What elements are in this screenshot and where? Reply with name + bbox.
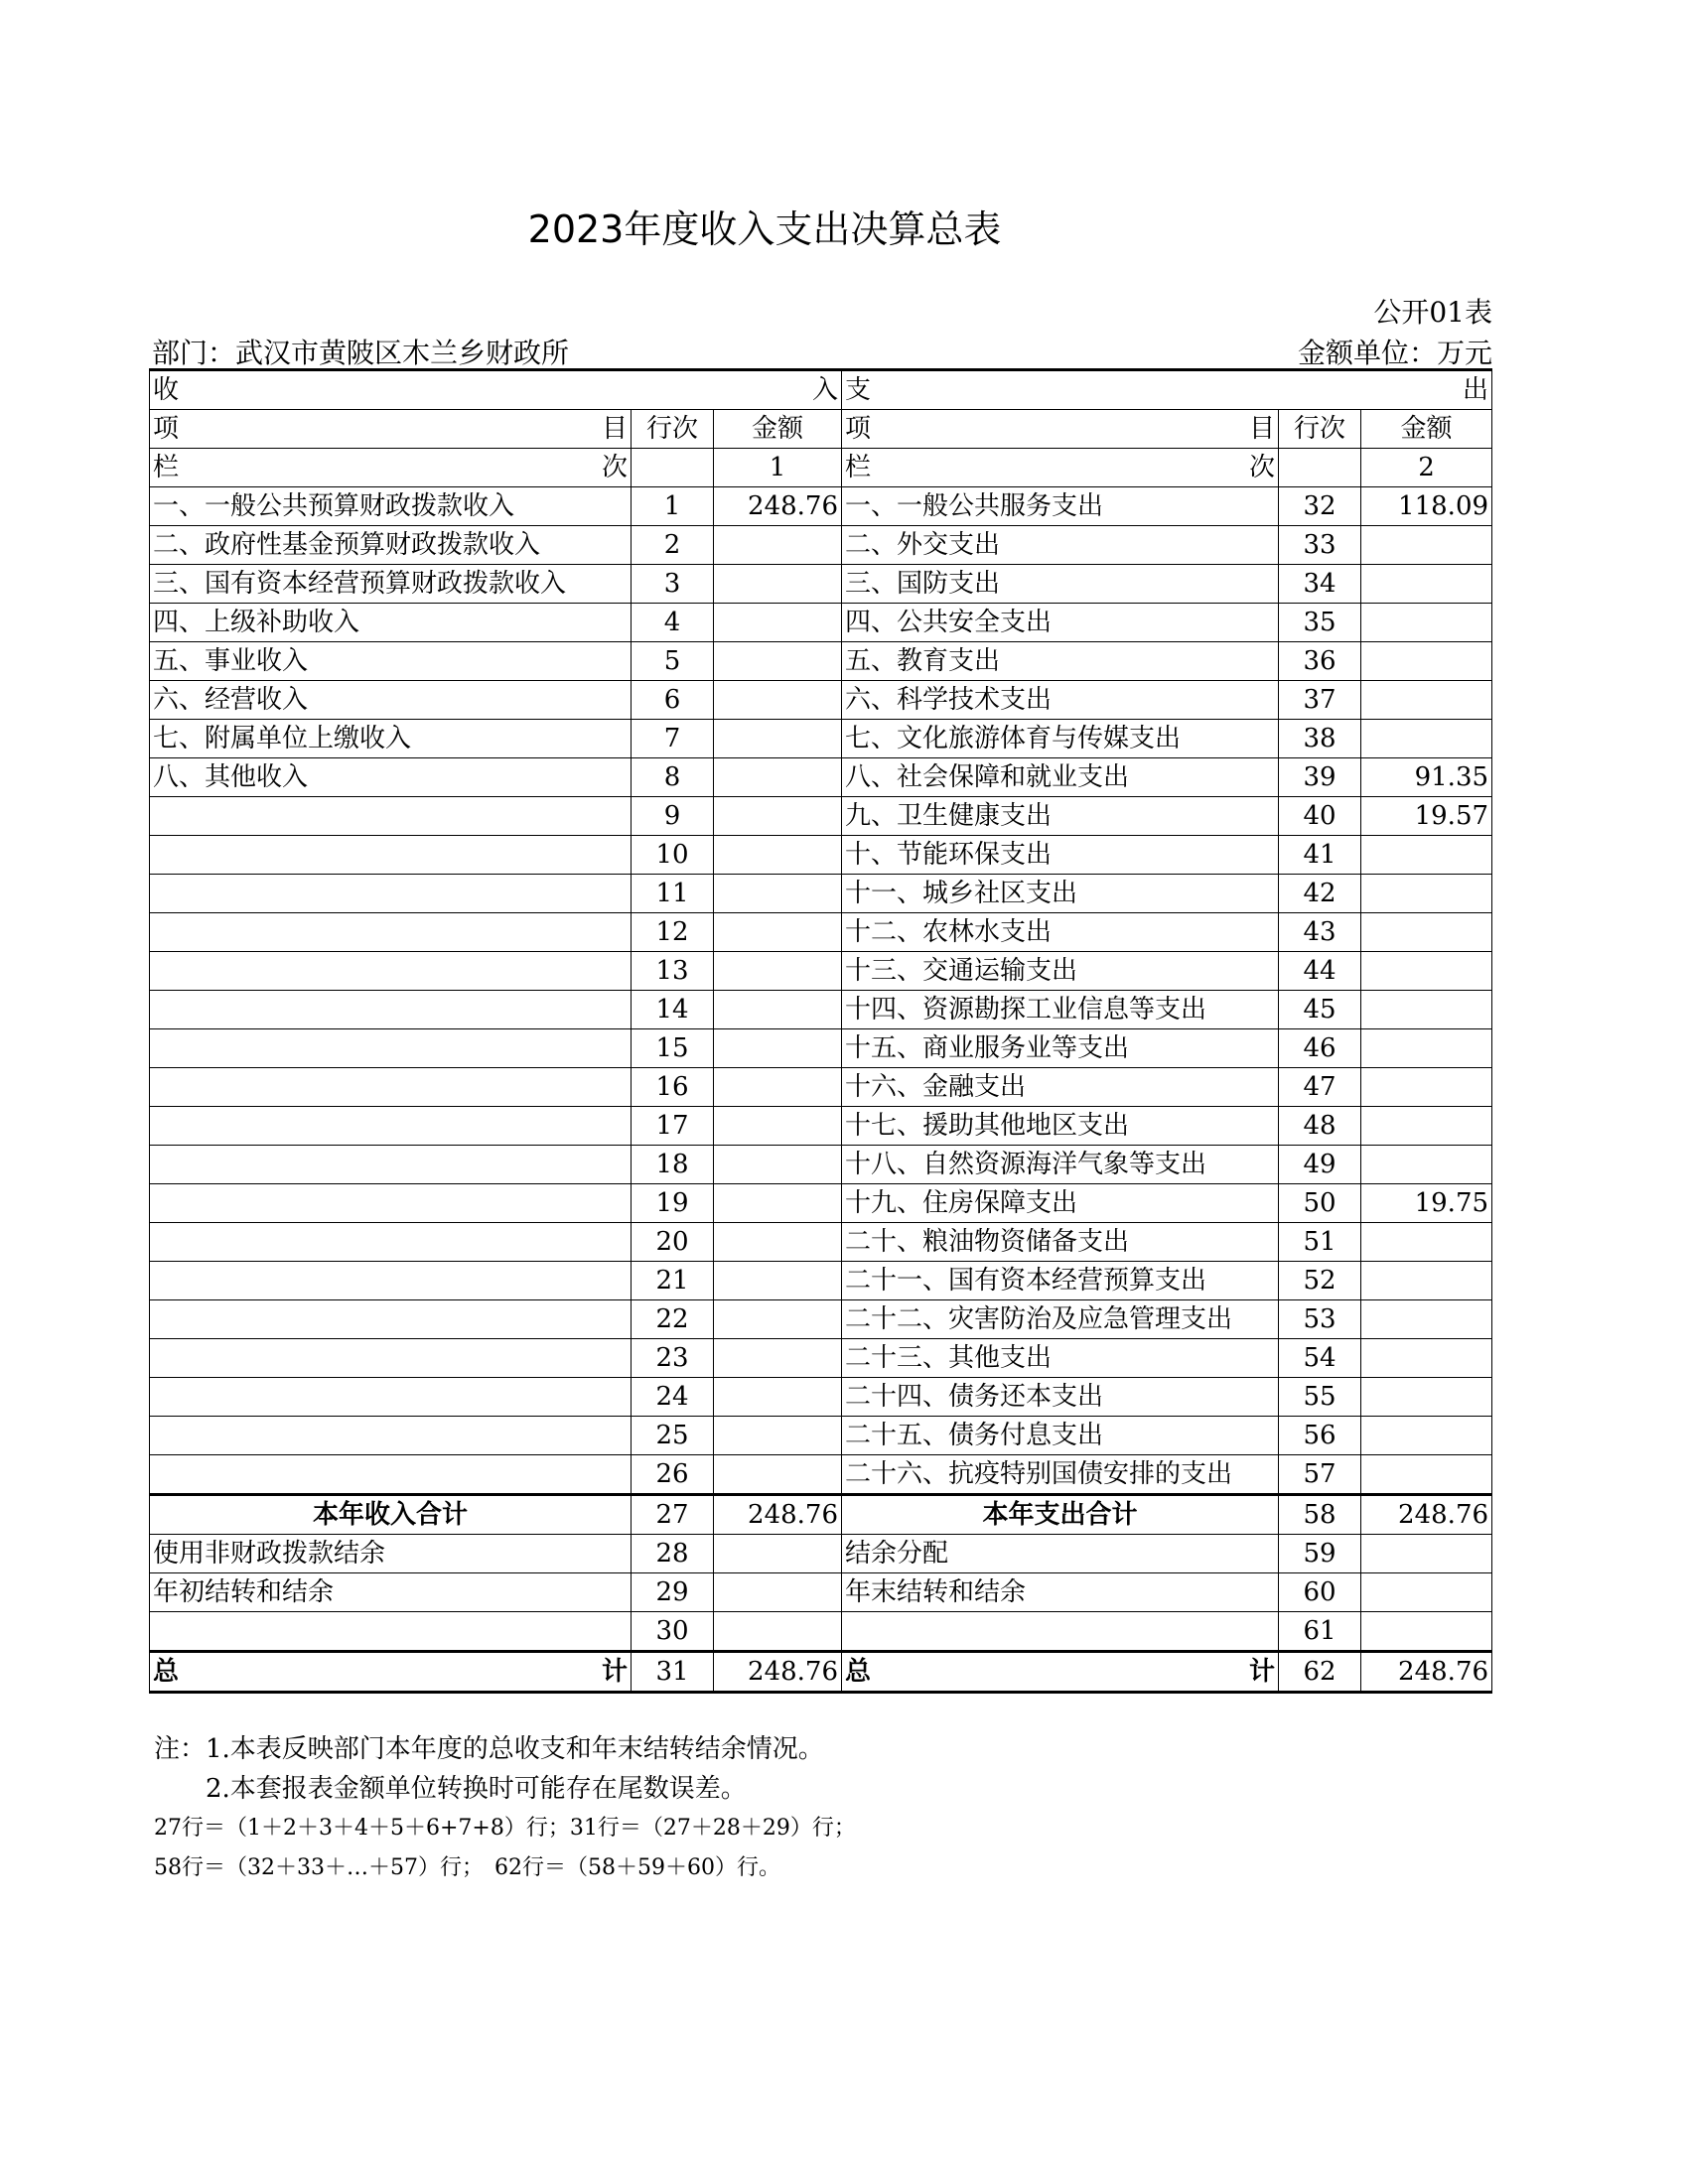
income-row-number: 5: [632, 642, 714, 681]
income-left: 收: [153, 375, 180, 405]
expense-row-number: 47: [1279, 1068, 1361, 1107]
item-left: 项: [153, 414, 180, 444]
expense-item-header: [842, 410, 1279, 449]
expense-amount: [1361, 642, 1492, 681]
expense-amount: [1361, 1378, 1492, 1417]
income-amount-header: 金额: [714, 410, 842, 449]
expense-row-number: 59: [1279, 1535, 1361, 1573]
income-row-number: 28: [632, 1535, 714, 1573]
table-row: [150, 1417, 1492, 1455]
expense-amount: [1361, 1223, 1492, 1262]
income-total-number: 31: [632, 1652, 714, 1693]
expense-amount: [1361, 913, 1492, 952]
expense-col-number: 2: [1361, 449, 1492, 487]
income-item: 八、其他收入: [150, 758, 632, 797]
income-row-number: 16: [632, 1068, 714, 1107]
table-row: [150, 1223, 1492, 1262]
income-item: [150, 913, 632, 952]
total-left: 总: [153, 1657, 180, 1687]
expense-item: 十六、金融支出: [842, 1068, 1279, 1107]
income-amount: [714, 565, 842, 604]
expense-item: 十三、交通运输支出: [842, 952, 1279, 991]
expense-amount: 118.09: [1361, 487, 1492, 526]
expense-item: 三、国防支出: [842, 565, 1279, 604]
income-item: [150, 1068, 632, 1107]
income-amount: [714, 797, 842, 836]
table-row: [150, 836, 1492, 875]
income-row-number: 8: [632, 758, 714, 797]
expense-row-number: 49: [1279, 1146, 1361, 1184]
income-amount: [714, 526, 842, 565]
income-row-number: 13: [632, 952, 714, 991]
expense-right: 出: [1463, 375, 1489, 405]
income-subtotal-label: 本年收入合计: [150, 1495, 632, 1535]
expense-row-number: 43: [1279, 913, 1361, 952]
income-row-number: 21: [632, 1262, 714, 1300]
income-item: 六、经营收入: [150, 681, 632, 720]
expense-amount: [1361, 1417, 1492, 1455]
expense-item: 十五、商业服务业等支出: [842, 1029, 1279, 1068]
income-amount: [714, 1573, 842, 1612]
income-amount: [714, 1378, 842, 1417]
formula-line-2: 58行＝（32＋33＋…＋57）行； 62行＝（58＋59＋60）行。: [154, 1855, 780, 1880]
total-row: [150, 1652, 1492, 1693]
col-left: 栏: [153, 453, 180, 482]
income-row-number: 18: [632, 1146, 714, 1184]
header-row-income-expense: [150, 370, 1492, 410]
table-row: [150, 1029, 1492, 1068]
expense-amount: [1361, 1455, 1492, 1495]
col-left: 栏: [845, 453, 872, 482]
expense-row-number: 34: [1279, 565, 1361, 604]
table-row: [150, 1573, 1492, 1612]
header-row-column: [150, 449, 1492, 487]
expense-col-empty: [1279, 449, 1361, 487]
income-row-number: 9: [632, 797, 714, 836]
expense-item: 十八、自然资源海洋气象等支出: [842, 1146, 1279, 1184]
income-item: 年初结转和结余: [150, 1573, 632, 1612]
income-row-number: 19: [632, 1184, 714, 1223]
expense-amount: [1361, 1535, 1492, 1573]
expense-amount: [1361, 1068, 1492, 1107]
income-subtotal-number: 27: [632, 1495, 714, 1535]
income-row-number: 25: [632, 1417, 714, 1455]
expense-row-number: 37: [1279, 681, 1361, 720]
income-item: [150, 1378, 632, 1417]
income-item: [150, 1146, 632, 1184]
expense-row-number: 32: [1279, 487, 1361, 526]
expense-row-number: 38: [1279, 720, 1361, 758]
item-left: 项: [845, 414, 872, 444]
income-item: 三、国有资本经营预算财政拨款收入: [150, 565, 632, 604]
income-row-number: 20: [632, 1223, 714, 1262]
expense-item: [842, 1612, 1279, 1652]
table-row: [150, 604, 1492, 642]
income-item: [150, 1029, 632, 1068]
income-amount: [714, 642, 842, 681]
expense-row-number: 53: [1279, 1300, 1361, 1339]
income-item: [150, 1455, 632, 1495]
income-total-amount: 248.76: [714, 1652, 842, 1693]
income-amount: [714, 1146, 842, 1184]
income-amount: [714, 1068, 842, 1107]
expense-amount: [1361, 604, 1492, 642]
income-item-header: [150, 410, 632, 449]
income-item: 四、上级补助收入: [150, 604, 632, 642]
income-amount: [714, 720, 842, 758]
income-row-number: 17: [632, 1107, 714, 1146]
expense-item: 九、卫生健康支出: [842, 797, 1279, 836]
expense-left: 支: [845, 375, 872, 405]
expense-row-number: 35: [1279, 604, 1361, 642]
income-amount: [714, 1417, 842, 1455]
income-item: 一、一般公共预算财政拨款收入: [150, 487, 632, 526]
income-row-number: 2: [632, 526, 714, 565]
income-item: [150, 1223, 632, 1262]
income-row-number: 12: [632, 913, 714, 952]
expense-amount-header: 金额: [1361, 410, 1492, 449]
expense-item: 六、科学技术支出: [842, 681, 1279, 720]
income-amount: [714, 1029, 842, 1068]
expense-row-number: 50: [1279, 1184, 1361, 1223]
table-row: [150, 1107, 1492, 1146]
expense-row-number: 48: [1279, 1107, 1361, 1146]
expense-amount: [1361, 1146, 1492, 1184]
income-col-empty: [632, 449, 714, 487]
income-amount: [714, 913, 842, 952]
expense-row-number: 41: [1279, 836, 1361, 875]
table-row: [150, 1300, 1492, 1339]
expense-row-number: 39: [1279, 758, 1361, 797]
expense-item: 二十五、债务付息支出: [842, 1417, 1279, 1455]
expense-row-number: 33: [1279, 526, 1361, 565]
income-item: 五、事业收入: [150, 642, 632, 681]
income-amount: [714, 1339, 842, 1378]
income-rowno-header: 行次: [632, 410, 714, 449]
income-row-number: 1: [632, 487, 714, 526]
income-col-header: [150, 449, 632, 487]
income-row-number: 15: [632, 1029, 714, 1068]
income-item: 二、政府性基金预算财政拨款收入: [150, 526, 632, 565]
income-amount: [714, 1223, 842, 1262]
income-row-number: 4: [632, 604, 714, 642]
expense-item: 二十、粮油物资储备支出: [842, 1223, 1279, 1262]
note-line-2: 2.本套报表金额单位转换时可能存在尾数误差。: [206, 1774, 747, 1804]
expense-amount: [1361, 526, 1492, 565]
expense-item: 二十二、灾害防治及应急管理支出: [842, 1300, 1279, 1339]
expense-rowno-header: 行次: [1279, 410, 1361, 449]
expense-item: 十二、农林水支出: [842, 913, 1279, 952]
table-row: [150, 565, 1492, 604]
income-row-number: 14: [632, 991, 714, 1029]
income-item: [150, 797, 632, 836]
expense-row-number: 55: [1279, 1378, 1361, 1417]
income-row-number: 30: [632, 1612, 714, 1652]
income-item: [150, 875, 632, 913]
expense-item: 二十一、国有资本经营预算支出: [842, 1262, 1279, 1300]
table-row: [150, 1378, 1492, 1417]
income-amount: [714, 1535, 842, 1573]
income-item: [150, 1417, 632, 1455]
expense-amount: [1361, 1262, 1492, 1300]
expense-amount: [1361, 1339, 1492, 1378]
income-amount: [714, 952, 842, 991]
expense-amount: [1361, 720, 1492, 758]
unit-label: 金额单位：万元: [1297, 337, 1492, 369]
expense-row-number: 57: [1279, 1455, 1361, 1495]
item-right: 目: [1249, 414, 1276, 444]
expense-item: 年末结转和结余: [842, 1573, 1279, 1612]
table-row: [150, 1146, 1492, 1184]
income-row-number: 10: [632, 836, 714, 875]
expense-total-amount: 248.76: [1361, 1652, 1492, 1693]
table-row: [150, 991, 1492, 1029]
income-row-number: 11: [632, 875, 714, 913]
expense-amount: [1361, 1612, 1492, 1652]
total-right: 计: [601, 1657, 628, 1687]
expense-item: 八、社会保障和就业支出: [842, 758, 1279, 797]
expense-total-number: 62: [1279, 1652, 1361, 1693]
total-right: 计: [1249, 1657, 1276, 1687]
expense-amount: 19.57: [1361, 797, 1492, 836]
table-row: [150, 913, 1492, 952]
expense-item: 二十三、其他支出: [842, 1339, 1279, 1378]
expense-subtotal-amount: 248.76: [1361, 1495, 1492, 1535]
table-row: [150, 1068, 1492, 1107]
expense-row-number: 45: [1279, 991, 1361, 1029]
expense-row-number: 44: [1279, 952, 1361, 991]
income-item: [150, 1184, 632, 1223]
expense-row-number: 42: [1279, 875, 1361, 913]
expense-row-number: 51: [1279, 1223, 1361, 1262]
table-row: [150, 952, 1492, 991]
expense-amount: [1361, 991, 1492, 1029]
income-col-number: 1: [714, 449, 842, 487]
income-subtotal-amount: 248.76: [714, 1495, 842, 1535]
table-row: [150, 1612, 1492, 1652]
expense-amount: [1361, 836, 1492, 875]
total-left: 总: [845, 1657, 872, 1687]
expense-amount: [1361, 1107, 1492, 1146]
income-item: [150, 1300, 632, 1339]
income-row-number: 26: [632, 1455, 714, 1495]
income-total-label: [150, 1652, 632, 1693]
subtotal-row: [150, 1495, 1492, 1535]
table-row: [150, 1535, 1492, 1573]
expense-subtotal-number: 58: [1279, 1495, 1361, 1535]
expense-amount: [1361, 1029, 1492, 1068]
expense-item: 五、教育支出: [842, 642, 1279, 681]
expense-amount: 91.35: [1361, 758, 1492, 797]
income-amount: [714, 836, 842, 875]
income-right: 入: [812, 375, 839, 405]
income-item: [150, 1262, 632, 1300]
income-item: [150, 952, 632, 991]
expense-item: 二十四、债务还本支出: [842, 1378, 1279, 1417]
income-amount: [714, 1184, 842, 1223]
note-line-1: 注：1.本表反映部门本年度的总收支和年末结转结余情况。: [154, 1734, 824, 1764]
table-row: [150, 1184, 1492, 1223]
expense-item: 二、外交支出: [842, 526, 1279, 565]
income-amount: [714, 758, 842, 797]
notes: [154, 1729, 856, 1888]
expense-row-number: 52: [1279, 1262, 1361, 1300]
expense-item: 十九、住房保障支出: [842, 1184, 1279, 1223]
income-amount: [714, 681, 842, 720]
income-item: [150, 1339, 632, 1378]
income-amount: [714, 604, 842, 642]
expense-item: 十四、资源勘探工业信息等支出: [842, 991, 1279, 1029]
expense-amount: [1361, 681, 1492, 720]
table-row: [150, 526, 1492, 565]
table-row: [150, 720, 1492, 758]
expense-amount: [1361, 875, 1492, 913]
item-right: 目: [601, 414, 628, 444]
expense-row-number: 46: [1279, 1029, 1361, 1068]
income-amount: [714, 1107, 842, 1146]
expense-subtotal-label: 本年支出合计: [842, 1495, 1279, 1535]
table-row: [150, 487, 1492, 526]
income-row-number: 22: [632, 1300, 714, 1339]
header-row-item: [150, 410, 1492, 449]
income-row-number: 29: [632, 1573, 714, 1612]
department-label: 部门：武汉市黄陂区木兰乡财政所: [152, 337, 570, 369]
expense-amount: [1361, 952, 1492, 991]
expense-item: 结余分配: [842, 1535, 1279, 1573]
income-item: 七、附属单位上缴收入: [150, 720, 632, 758]
table-row: [150, 797, 1492, 836]
income-item: [150, 1612, 632, 1652]
expense-row-number: 54: [1279, 1339, 1361, 1378]
expense-header-cell: [842, 370, 1492, 410]
expense-row-number: 61: [1279, 1612, 1361, 1652]
expense-item: 十、节能环保支出: [842, 836, 1279, 875]
income-row-number: 3: [632, 565, 714, 604]
table-row: [150, 875, 1492, 913]
income-row-number: 23: [632, 1339, 714, 1378]
income-item: 使用非财政拨款结余: [150, 1535, 632, 1573]
expense-row-number: 56: [1279, 1417, 1361, 1455]
expense-amount: [1361, 565, 1492, 604]
expense-row-number: 40: [1279, 797, 1361, 836]
expense-item: 七、文化旅游体育与传媒支出: [842, 720, 1279, 758]
expense-item: 二十六、抗疫特别国债安排的支出: [842, 1455, 1279, 1495]
table-row: [150, 1262, 1492, 1300]
expense-item: 一、一般公共服务支出: [842, 487, 1279, 526]
table-row: [150, 1455, 1492, 1495]
expense-total-label: [842, 1652, 1279, 1693]
table-code: 公开01表: [1373, 296, 1492, 329]
income-header-cell: [150, 370, 842, 410]
income-row-number: 6: [632, 681, 714, 720]
income-item: [150, 836, 632, 875]
expense-item: 四、公共安全支出: [842, 604, 1279, 642]
income-item: [150, 1107, 632, 1146]
expense-amount: 19.75: [1361, 1184, 1492, 1223]
income-amount: [714, 875, 842, 913]
expense-amount: [1361, 1300, 1492, 1339]
table-row: [150, 642, 1492, 681]
income-amount: [714, 991, 842, 1029]
expense-item: 十七、援助其他地区支出: [842, 1107, 1279, 1146]
table-row: [150, 681, 1492, 720]
table-row: [150, 758, 1492, 797]
col-right: 次: [601, 453, 628, 482]
expense-row-number: 36: [1279, 642, 1361, 681]
col-right: 次: [1249, 453, 1276, 482]
income-amount: [714, 1300, 842, 1339]
income-amount: [714, 1262, 842, 1300]
expense-row-number: 60: [1279, 1573, 1361, 1612]
income-amount: 248.76: [714, 487, 842, 526]
expense-col-header: [842, 449, 1279, 487]
income-amount: [714, 1612, 842, 1652]
budget-table: [149, 368, 1492, 1694]
income-amount: [714, 1455, 842, 1495]
income-row-number: 7: [632, 720, 714, 758]
income-item: [150, 991, 632, 1029]
expense-item: 十一、城乡社区支出: [842, 875, 1279, 913]
income-row-number: 24: [632, 1378, 714, 1417]
table-row: [150, 1339, 1492, 1378]
formula-line-1: 27行＝（1＋2＋3＋4＋5＋6+7+8）行；31行＝（27＋28＋29）行；: [154, 1816, 856, 1841]
page-title: 2023年度收入支出决算总表: [527, 207, 1002, 251]
expense-amount: [1361, 1573, 1492, 1612]
